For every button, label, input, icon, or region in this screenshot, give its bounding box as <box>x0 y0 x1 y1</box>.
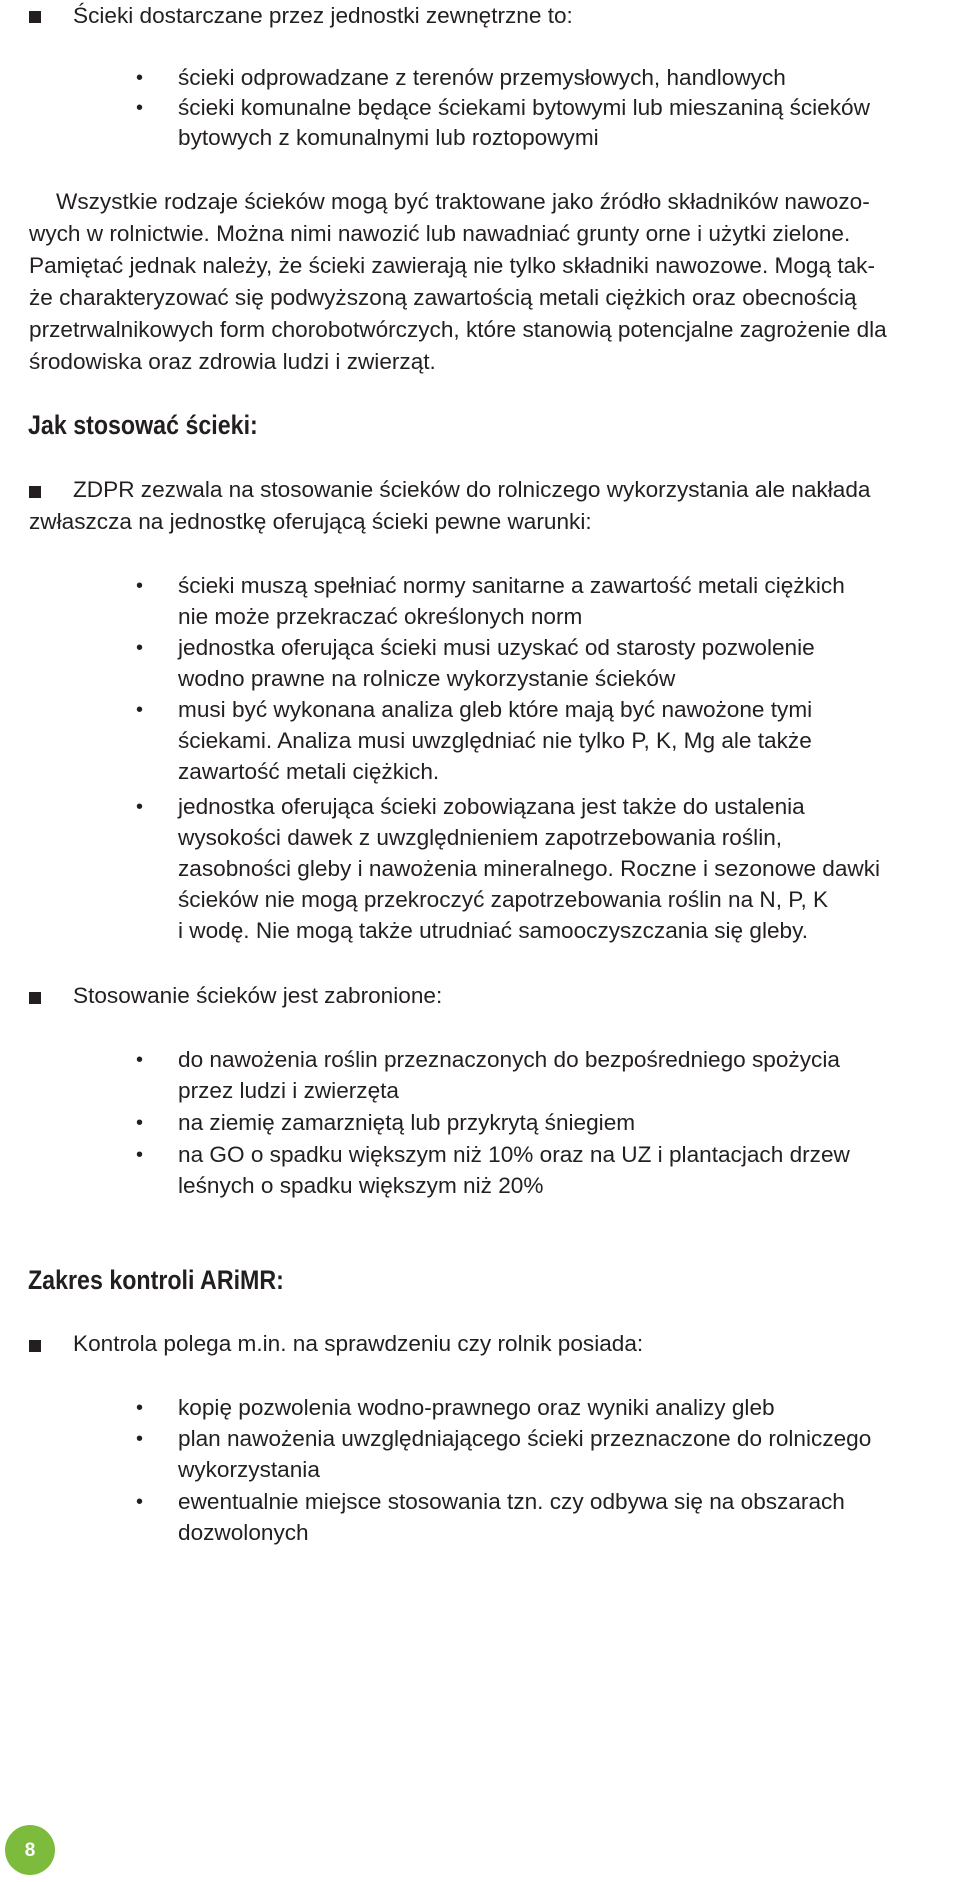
bullet-dot-icon: • <box>136 637 144 659</box>
list-item-line: bytowych z komunalnymi lub roztopowymi <box>178 125 599 150</box>
list-item-line: na GO o spadku większym niż 10% oraz na UZ i plantacjach drzew <box>178 1142 850 1167</box>
bullet-dot-icon: • <box>136 67 144 89</box>
square-bullet-icon <box>29 1340 41 1352</box>
paragraph-line: Pamiętać jednak należy, że ścieki zawierają nie tylko składniki nawozowe. Mogą tak- <box>29 253 875 278</box>
list-item-line: wysokości dawek z uwzględnieniem zapotrzebowania roślin, <box>178 825 783 850</box>
list-item-line: musi być wykonana analiza gleb które mają być nawożone tymi <box>178 697 813 722</box>
bullet-dot-icon: • <box>136 1112 144 1134</box>
list-item-line: jednostka oferująca ścieki musi uzyskać od starosty pozwolenie <box>178 635 815 660</box>
list-item-line: plan nawożenia uwzględniającego ścieki przeznaczone do rolniczego <box>178 1426 872 1451</box>
list-item-line: Stosowanie ścieków jest zabronione: <box>73 983 443 1008</box>
list-item-line: leśnych o spadku większym niż 20% <box>178 1173 544 1198</box>
square-bullet-icon <box>29 486 41 498</box>
list-item-line: i wodę. Nie mogą także utrudniać samooczyszczania się gleby. <box>178 918 808 943</box>
list-item-line: ewentualnie miejsce stosowania tzn. czy odbywa się na obszarach <box>178 1489 845 1514</box>
list-item-line: jednostka oferująca ścieki zobowiązana jest także do ustalenia <box>178 794 805 819</box>
paragraph-line: Wszystkie rodzaje ścieków mogą być traktowane jako źródło składników nawozo- <box>56 189 870 214</box>
page-number-badge <box>5 1825 55 1875</box>
square-bullet-icon <box>29 11 41 23</box>
bullet-dot-icon: • <box>136 97 144 119</box>
bullet-dot-icon: • <box>136 1144 144 1166</box>
list-item-line: wykorzystania <box>178 1457 320 1482</box>
list-item-line: nie może przekraczać określonych norm <box>178 604 583 629</box>
bullet-dot-icon: • <box>136 1397 144 1419</box>
bullet-dot-icon: • <box>136 575 144 597</box>
paragraph-line: że charakteryzować się podwyższoną zawartością metali ciężkich oraz obecnością <box>29 285 857 310</box>
list-item-line: ścieki muszą spełniać normy sanitarne a zawartość metali ciężkich <box>178 573 845 598</box>
bullet-dot-icon: • <box>136 1491 144 1513</box>
bullet-dot-icon: • <box>136 1428 144 1450</box>
list-item-line: przez ludzi i zwierzęta <box>178 1078 399 1103</box>
list-item-line: ZDPR zezwala na stosowanie ścieków do rolniczego wykorzystania ale nakłada <box>73 477 871 502</box>
section-heading: Jak stosować ścieki: <box>28 410 258 440</box>
list-item-line: do nawożenia roślin przeznaczonych do bezpośredniego spożycia <box>178 1047 840 1072</box>
list-item-line: ściekami. Analiza musi uwzględniać nie tylko P, K, Mg ale także <box>178 728 812 753</box>
list-item-line: na ziemię zamarzniętą lub przykrytą śniegiem <box>178 1110 636 1135</box>
section-heading: Zakres kontroli ARiMR: <box>28 1265 284 1295</box>
bullet-dot-icon: • <box>136 796 144 818</box>
paragraph-line: wych w rolnictwie. Można nimi nawozić lub nawadniać grunty orne i użytki zielone. <box>29 221 851 246</box>
square-bullet-icon <box>29 992 41 1004</box>
intro-text: Ścieki dostarczane przez jednostki zewnętrzne to: <box>73 3 573 28</box>
bullet-dot-icon: • <box>136 699 144 721</box>
bullet-dot-icon: • <box>136 1049 144 1071</box>
list-item-line: dozwolonych <box>178 1520 309 1545</box>
list-item-line: wodno prawne na rolnicze wykorzystanie ścieków <box>178 666 676 691</box>
list-item-line: ścieków nie mogą przekroczyć zapotrzebowania roślin na N, P, K <box>178 887 829 912</box>
list-item-line: zwłaszcza na jednostkę oferującą ścieki pewne warunki: <box>29 509 592 534</box>
list-item-line: zasobności gleby i nawożenia mineralnego. Roczne i sezonowe dawki <box>178 856 881 881</box>
list-item-line: zawartość metali ciężkich. <box>178 759 440 784</box>
list-item-line: ścieki komunalne będące ściekami bytowymi lub mieszaniną ścieków <box>178 95 870 120</box>
list-item-line: kopię pozwolenia wodno-prawnego oraz wyniki analizy gleb <box>178 1395 775 1420</box>
paragraph-line: przetrwalnikowych form chorobotwórczych, które stanowią potencjalne zagrożenie dla <box>29 317 887 342</box>
list-item-line: ścieki odprowadzane z terenów przemysłowych, handlowych <box>178 65 786 90</box>
page-number: 8 <box>24 1839 36 1861</box>
paragraph-line: środowiska oraz zdrowia ludzi i zwierząt. <box>29 349 436 374</box>
list-item-line: Kontrola polega m.in. na sprawdzeniu czy rolnik posiada: <box>73 1331 644 1356</box>
